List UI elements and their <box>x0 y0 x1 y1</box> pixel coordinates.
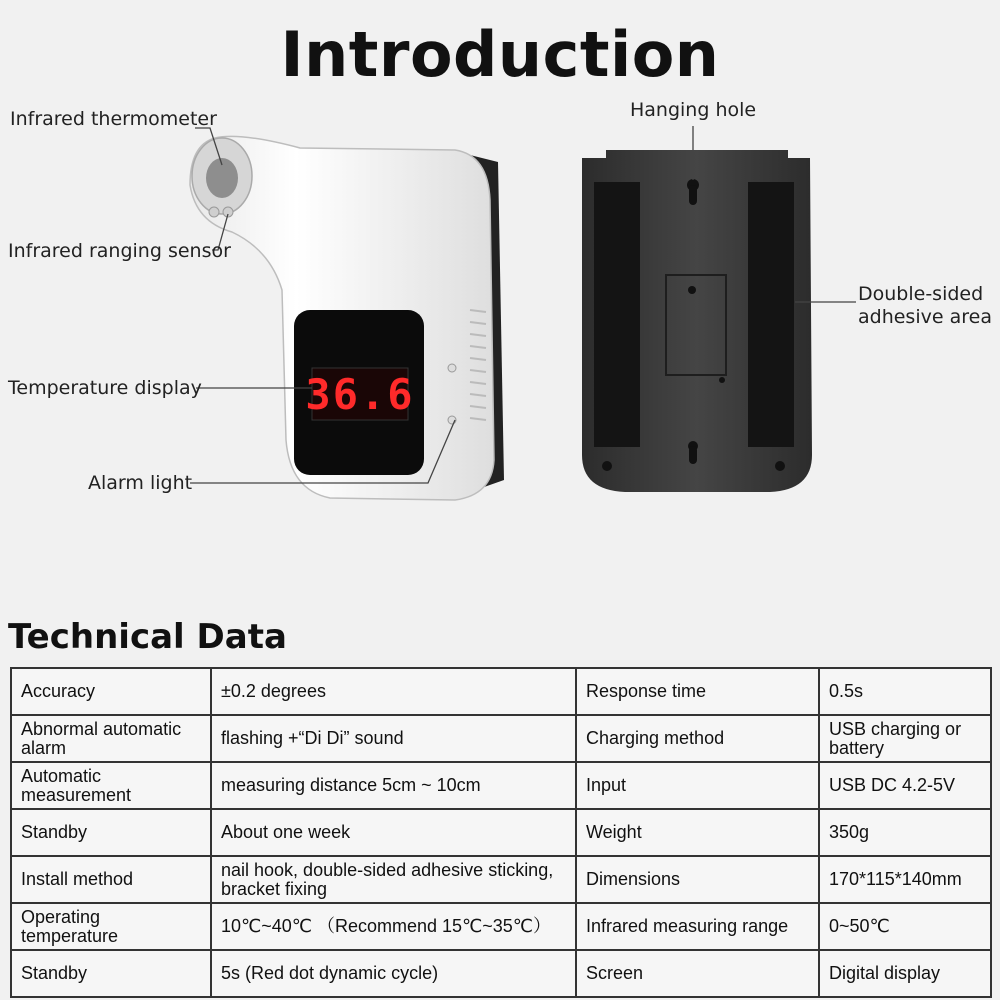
table-row <box>11 668 991 715</box>
spec-label: Infrared measuring range <box>576 903 819 950</box>
page-title: Introduction <box>280 18 720 91</box>
alarm-light-icon <box>448 364 456 372</box>
spec-value: 0.5s <box>819 668 991 715</box>
spec-value: USB DC 4.2-5V <box>819 762 991 809</box>
spec-value: nail hook, double-sided adhesive sticking, bracket fixing <box>211 856 576 903</box>
spec-value: 0~50℃ <box>819 903 991 950</box>
spec-label: Abnormal automatic alarm <box>11 715 211 762</box>
spec-value: About one week <box>211 809 576 856</box>
callout-hanging-hole: Hanging hole <box>630 99 757 121</box>
spec-label: Dimensions <box>576 856 819 903</box>
technical-data-title: Technical Data <box>8 617 287 657</box>
spec-label: Weight <box>576 809 819 856</box>
spec-label: Screen <box>576 950 819 997</box>
spec-value: USB charging or battery <box>819 715 991 762</box>
spec-label: Accuracy <box>11 668 211 715</box>
technical-data-table <box>10 667 992 998</box>
spec-label: Input <box>576 762 819 809</box>
callout-alarm-light: Alarm light <box>88 472 193 494</box>
callout-temperature-display: Temperature display <box>8 377 202 399</box>
spec-value: 5s (Red dot dynamic cycle) <box>211 950 576 997</box>
spec-label: Automatic measurement <box>11 762 211 809</box>
spec-value: 350g <box>819 809 991 856</box>
spec-value: 170*115*140mm <box>819 856 991 903</box>
display-reading: 36.6 <box>305 370 415 419</box>
adhesive-strip-left <box>594 182 640 447</box>
spec-label: Install method <box>11 856 211 903</box>
table-row <box>11 715 991 762</box>
spec-value: 10℃~40℃ （Recommend 15℃~35℃） <box>211 903 576 950</box>
spec-value: flashing +“Di Di” sound <box>211 715 576 762</box>
spec-value: measuring distance 5cm ~ 10cm <box>211 762 576 809</box>
spec-label: Response time <box>576 668 819 715</box>
spec-label: Standby <box>11 809 211 856</box>
table-row <box>11 950 991 997</box>
spec-label: Standby <box>11 950 211 997</box>
table-row <box>11 809 991 856</box>
table-row <box>11 903 991 950</box>
adhesive-strip-right <box>748 182 794 447</box>
table-row <box>11 856 991 903</box>
spec-label: Operating temperature <box>11 903 211 950</box>
callout-infrared-thermometer: Infrared thermometer <box>10 108 217 130</box>
callout-adhesive-area: Double-sided adhesive area <box>858 283 992 328</box>
table-row <box>11 762 991 809</box>
spec-value: Digital display <box>819 950 991 997</box>
thermometer-back-panel <box>582 150 812 492</box>
spec-value: ±0.2 degrees <box>211 668 576 715</box>
callout-infrared-ranging-sensor: Infrared ranging sensor <box>8 240 231 262</box>
thermometer-front-device <box>190 136 504 500</box>
spec-label: Charging method <box>576 715 819 762</box>
